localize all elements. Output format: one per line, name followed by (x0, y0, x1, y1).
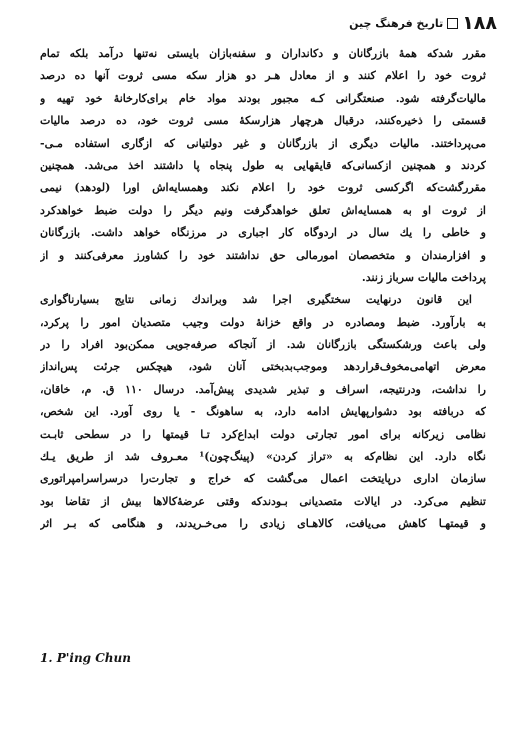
text-line: را نداشت، ودرنتیجه، اسراف و تبذیر شدیدی پیش‌آمد. درسال ۱۱۰ ق. م، خاقان، (40, 382, 486, 396)
body-text (40, 43, 486, 536)
text-line: و قیمتهـا کاهش می‌یافت، کالاهـای زیادی را می‌خـریدند، و هنگامی که بـر اثر (40, 517, 486, 531)
text-line: پرداخت مالیات سرباز زنند. (361, 270, 486, 284)
text-line: از ثروت او به همسایه‌اش تعلق خواهدگرفت ونیم دیگر را دولت ضبط خواهدکرد (40, 203, 486, 217)
text-line: و خاطی را یك سال در اردوگاه کار اجباری در مرزنگاه خواهد داشت. بازرگانان (40, 226, 486, 240)
text-line: که دربافته بود دشوارپهایش ادامه دارد، به ساهونگ - یا روی آورد. این شخص، (40, 405, 486, 419)
text-line: مقرر شدکه همهٔ بازرگانان و دکانداران و سفنه‌بازان بایستی نه‌تنها درآمد بلکه تمام (40, 47, 486, 60)
text-line: معرض اتهامی‌مخوف‌قرار‌دهد وموجب‌بدبختی آنان شود، هیچکس جرئت پس‌انداز (40, 360, 486, 374)
text-line: سازمان اداری درپایتخت اعمال می‌گشت که خراج و تجارت‌را درسراسرامپراتوری (40, 472, 486, 486)
text-line: مقررگشت‌که اگرکسی ثروت خود را اعلام نکند وهمسایه‌اش اورا (لودهد) نیمی (40, 181, 486, 195)
text-line: این قانون درنهایت سختگیری اجرا شد وبراندك زمانی نتایج بسیارناگواری (40, 293, 472, 307)
page-header (349, 12, 497, 34)
page-number: ۱۸۸ (462, 12, 497, 34)
text-line: می‌پرداختند. مالیات دیگری از بازرگانان و غیر دولتیانی که ازگاری استفاده مـی- (40, 136, 486, 150)
text-line: نگاه دارد. این نظام‌که به «تراز کردن» (پینگ‌چون)¹ معـروف شد از طریق یـك (40, 450, 486, 464)
text-line: کردند و همچنین ازکسانی‌که قایقهایی به طول پنجاه پا داشتند اخذ می‌شد. همچنین (40, 158, 486, 172)
text-line: به بارآورد. ضبط ومصادره در واقع خزانهٔ دولت وجیب متصدیان امور را پرکرد، (40, 315, 486, 329)
square-ornament-icon (447, 18, 458, 29)
text-line: مالیات‌گرفته شود. صنعتگرانی کـه مجبور بودند مواد خام برای‌کارخانهٔ خود تهیه و (40, 91, 486, 105)
text-line: و افزارمندان و متخصصان امورمالی حق نداشتند خود را کشاورز معرفی‌کنند و از (40, 248, 486, 262)
text-line: ولی باعث ورشکستگی بازرگانان شد. از آنجاکه صرفه‌جویی ممکن‌بود افراد را در (40, 338, 486, 352)
text-line: ثروت خود را اعلام کنند و از معادل هـر دو هزار سکه مسی ثروت آنها ده درصد (40, 69, 486, 83)
text-line: نظامی زیرکانه برای امور تجارتی دولت ابداع‌کرد تـا قیمتها را در سطحی ثابـت (40, 427, 486, 441)
text-line: قسمتی را ذخیره‌کنند، درقبال هرچهار هزارسکهٔ مسی ثروت خود، ده درصد مالیات (40, 114, 486, 128)
text-line: تنظیم می‌کرد. در ایالات متصدیانی بـودندکه وقتی عرضهٔ‌کالاها بیش از تقاضا بود (40, 494, 486, 508)
footnote: 1. P'ing Chun (40, 651, 131, 665)
running-title: تاریخ فرهنگ چین (349, 16, 444, 30)
